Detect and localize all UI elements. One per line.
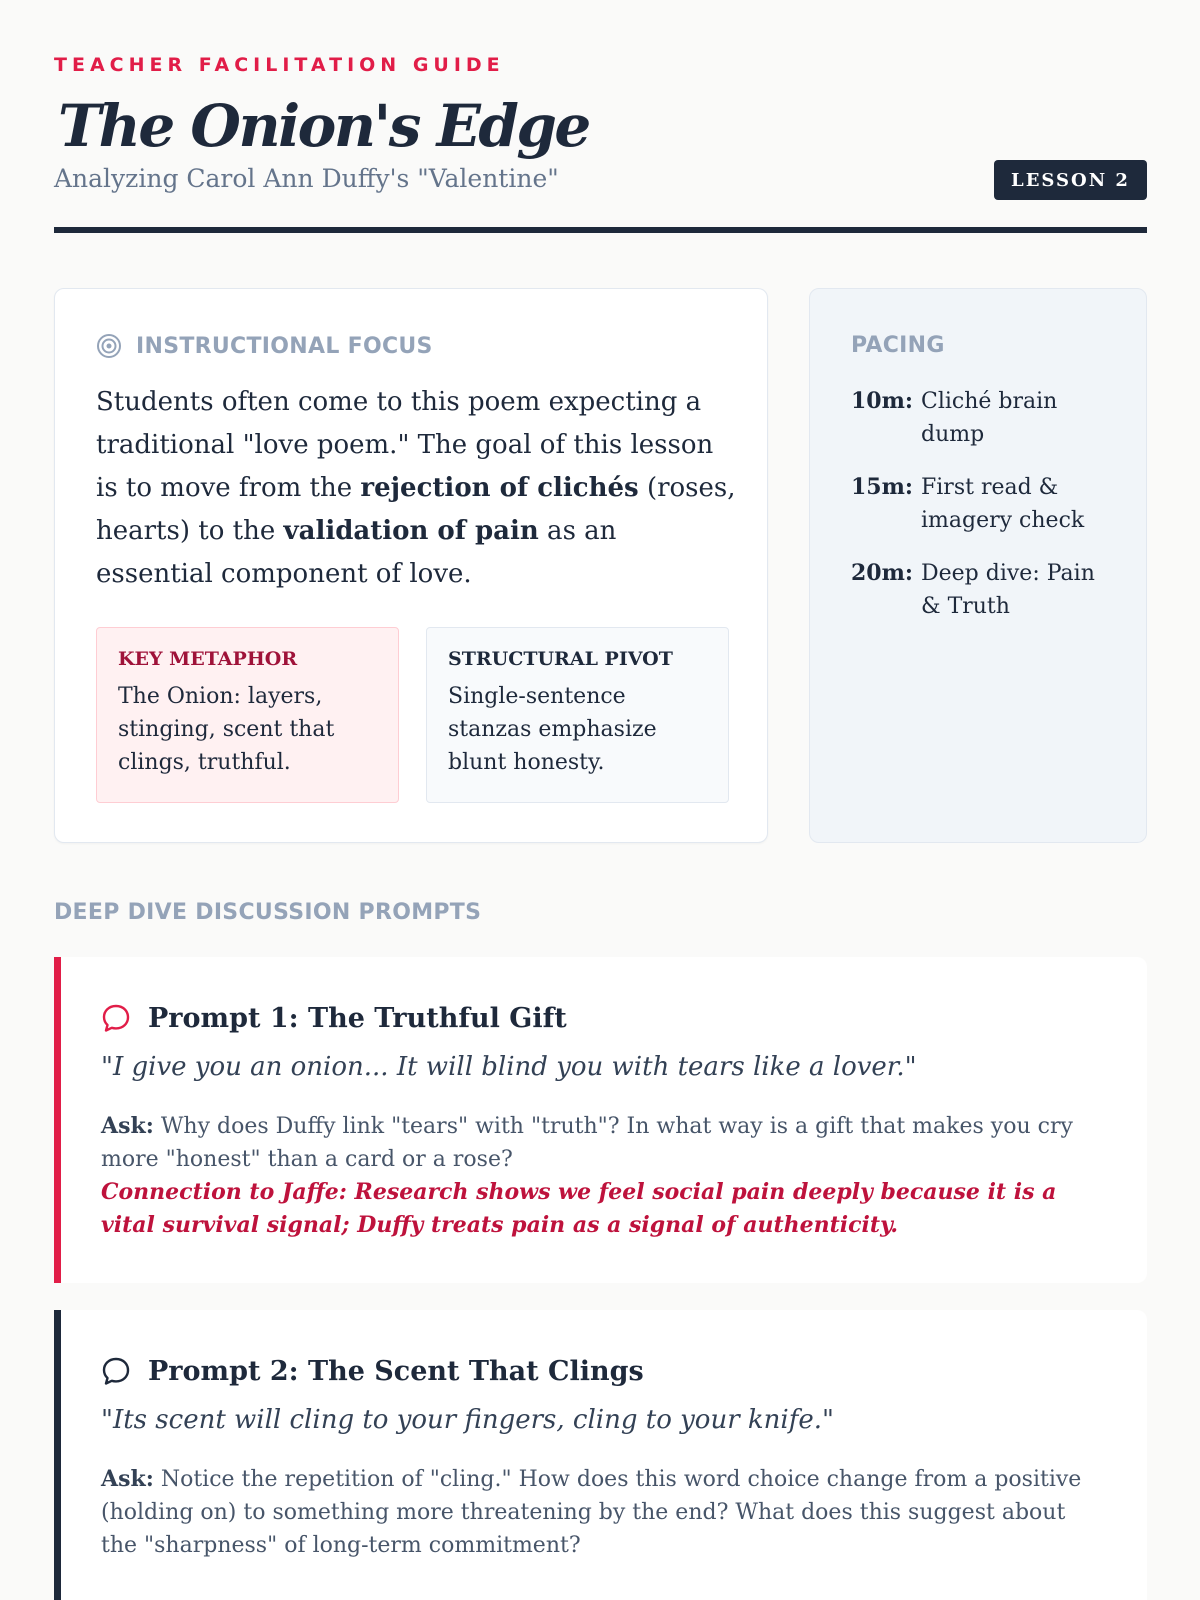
- pacing-item: [851, 471, 1111, 537]
- pacing-card: [809, 288, 1147, 843]
- pacing-time: 20m:: [851, 560, 914, 586]
- guide-kicker: TEACHER FACILITATION GUIDE: [54, 54, 505, 76]
- focus-text-1: Students often come to this poem expecting a traditional "love poem." The goal of this lesson is to move from the: [96, 387, 714, 503]
- focus-text-2: (roses, hearts) to the: [96, 473, 736, 546]
- ask-label: Ask:: [101, 1113, 154, 1139]
- pacing-desc: Cliché brain dump: [921, 389, 1058, 447]
- focus-text-3: as an essential component of love.: [96, 516, 617, 589]
- prompt-quote: "I give you an onion... It will blind you with tears like a lover.": [101, 1052, 917, 1082]
- prompt-card-1: [54, 957, 1147, 1283]
- focus-bold-2: validation of pain: [283, 516, 539, 546]
- page-subtitle: Analyzing Carol Ann Duffy's "Valentine": [54, 164, 559, 193]
- focus-label: INSTRUCTIONAL FOCUS: [136, 333, 433, 359]
- prompt-title: Prompt 2: The Scent That Clings: [148, 1355, 644, 1387]
- prompt-quote: "Its scent will cling to your fingers, cling to your knife.": [101, 1405, 834, 1435]
- structural-pivot-text: Single-sentence stanzas emphasize blunt honesty.: [448, 684, 657, 775]
- pacing-desc: Deep dive: Pain & Truth: [921, 561, 1095, 619]
- key-metaphor-text: The Onion: layers, stinging, scent that clings, truthful.: [118, 684, 335, 775]
- speech-bubble-icon: [100, 1355, 132, 1387]
- focus-heading: [96, 333, 433, 359]
- ask-text: Why does Duffy link "tears" with "truth"? In what way is a gift that makes you cry more "honest" than a card or a rose?: [101, 1114, 1073, 1172]
- prompt-title: Prompt 1: The Truthful Gift: [148, 1002, 567, 1034]
- prompt-heading: [100, 1002, 567, 1034]
- speech-bubble-icon: [100, 1002, 132, 1034]
- prompt-connection: Connection to Jaffe: Research shows we feel social pain deeply because it is a vital survival signal; Duffy treats pain as a signal of authenticity.: [101, 1179, 1057, 1238]
- instructional-focus-card: [54, 288, 768, 843]
- ask-text: Notice the repetition of "cling." How does this word choice change from a positive (holding on) to something more threatening by the end? What does this suggest about the "sharpness" of long-term commitment?: [101, 1467, 1082, 1558]
- page-title: The Onion's Edge: [58, 92, 589, 160]
- pacing-list: [851, 385, 1111, 643]
- pacing-time: 15m:: [851, 474, 914, 500]
- lesson-badge: LESSON 2: [994, 160, 1147, 200]
- prompt-heading: [100, 1355, 644, 1387]
- pacing-item: [851, 557, 1111, 623]
- structural-pivot-title: STRUCTURAL PIVOT: [448, 648, 673, 670]
- prompt-ask: [101, 1463, 1101, 1562]
- pacing-time: 10m:: [851, 388, 914, 414]
- key-metaphor-title: KEY METAPHOR: [118, 648, 298, 670]
- prompts-label: DEEP DIVE DISCUSSION PROMPTS: [54, 900, 482, 925]
- key-metaphor-box: [96, 627, 399, 803]
- ask-label: Ask:: [101, 1466, 154, 1492]
- focus-description: [96, 381, 736, 596]
- target-icon: [96, 333, 122, 359]
- prompt-ask: [101, 1110, 1101, 1242]
- pacing-desc: First read & imagery check: [921, 475, 1085, 533]
- header-divider: [54, 227, 1147, 233]
- pacing-item: [851, 385, 1111, 451]
- focus-bold-1: rejection of clichés: [360, 473, 639, 503]
- structural-pivot-box: [426, 627, 729, 803]
- prompt-card-2: [54, 1310, 1147, 1600]
- pacing-label: PACING: [851, 333, 945, 358]
